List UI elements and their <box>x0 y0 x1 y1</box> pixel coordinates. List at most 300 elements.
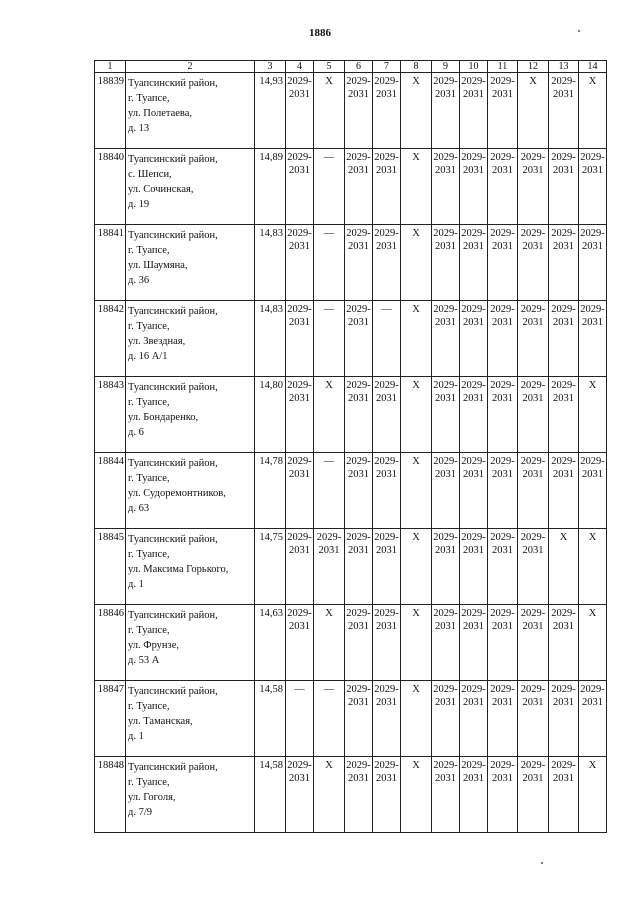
period-value: X <box>588 532 597 543</box>
period-cell <box>373 529 401 605</box>
area-value: 14,83 <box>259 228 283 239</box>
period-value: 2029- 2031 <box>433 760 458 784</box>
address-line: Туапсинский район, <box>128 610 218 621</box>
period-value: 2029- 2031 <box>520 304 546 328</box>
period-value: 2029- 2031 <box>490 608 515 632</box>
address-line: г. Туапсе, <box>128 321 170 332</box>
period-value: 2029- 2031 <box>580 152 605 176</box>
period-value: 2029- 2031 <box>433 456 458 480</box>
period-value: 2029- 2031 <box>287 304 312 328</box>
row-number: 18847 <box>97 684 124 695</box>
period-cell <box>314 605 345 681</box>
period-value: 2029- 2031 <box>520 532 546 556</box>
period-value: 2029- 2031 <box>551 228 576 252</box>
period-value: 2029- 2031 <box>490 760 515 784</box>
period-cell <box>286 453 314 529</box>
row-number: 18841 <box>97 228 124 239</box>
period-cell <box>314 149 345 225</box>
table-row <box>95 225 607 301</box>
row-number-cell <box>95 301 126 377</box>
period-value: 2029- 2031 <box>580 228 605 252</box>
area-cell <box>255 681 286 757</box>
period-value: — <box>323 304 335 315</box>
address-cell <box>126 149 255 225</box>
address-line: г. Туапсе, <box>128 625 170 636</box>
row-number-cell <box>95 529 126 605</box>
table-body <box>95 73 607 833</box>
period-cell <box>518 529 549 605</box>
period-value: 2029- 2031 <box>287 760 312 784</box>
period-cell <box>432 605 460 681</box>
period-cell <box>518 757 549 833</box>
page-number: 1886 <box>309 27 331 39</box>
area-cell <box>255 225 286 301</box>
table-row <box>95 73 607 149</box>
period-cell <box>373 377 401 453</box>
address-line: ул. Бондаренко, <box>128 412 199 423</box>
column-header: 6 <box>345 61 373 73</box>
address-line: д. 7/9 <box>128 807 153 818</box>
period-cell <box>488 73 518 149</box>
period-value: X <box>412 152 420 163</box>
address-cell <box>126 681 255 757</box>
period-value: 2029- 2031 <box>346 684 371 708</box>
period-cell <box>345 149 373 225</box>
address-cell <box>126 605 255 681</box>
period-cell <box>286 301 314 377</box>
period-cell <box>460 681 488 757</box>
period-cell <box>579 453 607 529</box>
period-value: 2029- 2031 <box>346 760 371 784</box>
address-line: Туапсинский район, <box>128 382 218 393</box>
period-value: 2029- 2031 <box>433 76 458 100</box>
period-value: 2029- 2031 <box>287 608 312 632</box>
row-number: 18846 <box>97 608 124 619</box>
period-value: 2029- 2031 <box>346 456 371 480</box>
period-value: X <box>412 76 420 87</box>
area-value: 14,83 <box>259 304 283 315</box>
row-number-cell <box>95 377 126 453</box>
address-line: ул. Шаумяна, <box>128 260 188 271</box>
period-value: 2029- 2031 <box>551 380 576 404</box>
period-value: 2029- 2031 <box>461 608 486 632</box>
period-value: 2029- 2031 <box>490 76 515 100</box>
period-value: 2029- 2031 <box>346 152 371 176</box>
area-value: 14,75 <box>259 532 283 543</box>
period-cell <box>432 301 460 377</box>
address-line: г. Туапсе, <box>128 397 170 408</box>
address-cell <box>126 529 255 605</box>
address-line: ул. Максима Горького, <box>128 564 229 575</box>
period-cell <box>345 681 373 757</box>
period-cell <box>460 529 488 605</box>
row-number: 18842 <box>97 304 124 315</box>
period-value: X <box>412 532 420 543</box>
address-line: Туапсинский район, <box>128 306 218 317</box>
period-value: 2029- 2031 <box>287 228 312 252</box>
period-value: X <box>325 760 333 771</box>
row-number-cell <box>95 149 126 225</box>
column-header: 4 <box>286 61 314 73</box>
period-cell <box>373 681 401 757</box>
address-line: ул. Сочинская, <box>128 184 194 195</box>
address-line: г. Туапсе, <box>128 777 170 788</box>
period-cell <box>579 605 607 681</box>
period-cell <box>549 301 579 377</box>
period-cell <box>345 377 373 453</box>
period-cell <box>460 757 488 833</box>
period-cell <box>460 377 488 453</box>
period-value: — <box>323 684 335 695</box>
period-cell <box>549 453 579 529</box>
area-value: 14,89 <box>259 152 283 163</box>
address-cell <box>126 757 255 833</box>
period-cell <box>549 681 579 757</box>
period-cell <box>286 73 314 149</box>
period-value: 2029- 2031 <box>461 76 486 100</box>
period-cell <box>488 681 518 757</box>
period-cell <box>401 529 432 605</box>
period-value: 2029- 2031 <box>346 76 371 100</box>
period-value: 2029- 2031 <box>287 456 312 480</box>
period-value: 2029- 2031 <box>374 228 399 252</box>
period-value: 2029- 2031 <box>461 456 486 480</box>
period-value: 2029- 2031 <box>580 304 605 328</box>
period-cell <box>314 301 345 377</box>
address-line: Туапсинский район, <box>128 762 218 773</box>
period-value: 2029- 2031 <box>580 684 605 708</box>
period-cell <box>488 149 518 225</box>
area-cell <box>255 377 286 453</box>
row-number: 18840 <box>97 152 124 163</box>
column-header: 10 <box>460 61 488 73</box>
period-cell <box>345 757 373 833</box>
column-number-row <box>95 61 607 73</box>
period-value: 2029- 2031 <box>316 532 342 556</box>
address-line: ул. Фрунзе, <box>128 640 179 651</box>
period-cell <box>432 149 460 225</box>
area-value: 14,58 <box>259 684 283 695</box>
table-row <box>95 529 607 605</box>
table-row <box>95 453 607 529</box>
column-header: 11 <box>488 61 518 73</box>
address-line: Туапсинский район, <box>128 230 218 241</box>
period-value: 2029- 2031 <box>490 228 515 252</box>
period-cell <box>314 73 345 149</box>
period-value: X <box>588 760 597 771</box>
table-row <box>95 301 607 377</box>
area-value: 14,58 <box>259 760 283 771</box>
period-cell <box>286 757 314 833</box>
period-value: 2029- 2031 <box>374 684 399 708</box>
period-value: — <box>323 228 335 239</box>
period-value: 2029- 2031 <box>520 760 546 784</box>
period-cell <box>432 377 460 453</box>
period-value: 2029- 2031 <box>374 152 399 176</box>
period-cell <box>518 73 549 149</box>
period-cell <box>314 225 345 301</box>
row-number-cell <box>95 73 126 149</box>
period-cell <box>488 453 518 529</box>
address-line: Туапсинский район, <box>128 534 218 545</box>
address-line: д. 63 <box>128 503 150 514</box>
period-cell <box>579 225 607 301</box>
period-value: X <box>325 608 333 619</box>
address-line: с. Шепси, <box>128 169 172 180</box>
column-header: 9 <box>432 61 460 73</box>
period-value: 2029- 2031 <box>461 228 486 252</box>
period-value: 2029- 2031 <box>433 152 458 176</box>
row-number: 18844 <box>97 456 124 467</box>
period-value: X <box>559 532 568 543</box>
period-value: — <box>323 152 335 163</box>
period-value: X <box>412 684 420 695</box>
period-value: 2029- 2031 <box>490 684 515 708</box>
period-cell <box>373 149 401 225</box>
period-value: 2029- 2031 <box>433 532 458 556</box>
table-row <box>95 757 607 833</box>
row-number: 18845 <box>97 532 124 543</box>
period-cell <box>345 225 373 301</box>
period-cell <box>401 453 432 529</box>
area-cell <box>255 149 286 225</box>
period-value: 2029- 2031 <box>374 760 399 784</box>
period-cell <box>314 377 345 453</box>
period-value: — <box>323 456 335 467</box>
period-value: X <box>412 304 420 315</box>
period-value: 2029- 2031 <box>433 304 458 328</box>
period-value: 2029- 2031 <box>490 152 515 176</box>
period-cell <box>549 529 579 605</box>
address-line: д. 6 <box>128 427 144 438</box>
row-number: 18848 <box>97 760 124 771</box>
address-line: ул. Таманская, <box>128 716 193 727</box>
area-value: 14,93 <box>259 76 283 87</box>
period-value: 2029- 2031 <box>520 684 546 708</box>
period-cell <box>488 605 518 681</box>
period-cell <box>373 301 401 377</box>
period-cell <box>345 605 373 681</box>
row-number-cell <box>95 757 126 833</box>
period-value: 2029- 2031 <box>374 456 399 480</box>
period-cell <box>432 529 460 605</box>
period-value: X <box>412 456 420 467</box>
table-row <box>95 149 607 225</box>
period-value: 2029- 2031 <box>551 760 576 784</box>
address-cell <box>126 377 255 453</box>
period-cell <box>345 301 373 377</box>
address-cell <box>126 453 255 529</box>
period-value: — <box>381 304 392 315</box>
scan-speck <box>578 30 580 32</box>
period-value: X <box>588 608 597 619</box>
period-value: 2029- 2031 <box>520 456 546 480</box>
period-cell <box>345 73 373 149</box>
period-cell <box>549 377 579 453</box>
period-cell <box>488 377 518 453</box>
area-value: 14,78 <box>259 456 283 467</box>
column-header: 7 <box>373 61 401 73</box>
period-cell <box>401 377 432 453</box>
period-cell <box>518 605 549 681</box>
period-cell <box>373 225 401 301</box>
period-cell <box>314 453 345 529</box>
period-cell <box>549 73 579 149</box>
period-cell <box>579 301 607 377</box>
address-line: Туапсинский район, <box>128 154 218 165</box>
address-line: д. 1 <box>128 579 144 590</box>
period-cell <box>518 453 549 529</box>
address-line: д. 1 <box>128 731 144 742</box>
period-value: 2029- 2031 <box>346 608 371 632</box>
period-value: X <box>412 380 420 391</box>
address-line: ул. Гоголя, <box>128 792 176 803</box>
address-line: г. Туапсе, <box>128 473 170 484</box>
period-value: 2029- 2031 <box>374 76 399 100</box>
period-cell <box>579 149 607 225</box>
period-cell <box>373 757 401 833</box>
period-value: X <box>412 228 420 239</box>
period-cell <box>286 681 314 757</box>
address-line: г. Туапсе, <box>128 93 170 104</box>
period-cell <box>432 73 460 149</box>
address-line: д. 16 А/1 <box>128 351 168 362</box>
period-value: 2029- 2031 <box>490 304 515 328</box>
period-value: 2029- 2031 <box>287 76 312 100</box>
register-table <box>94 60 607 833</box>
period-value: 2029- 2031 <box>551 684 576 708</box>
period-value: 2029- 2031 <box>346 228 371 252</box>
period-cell <box>345 529 373 605</box>
address-line: г. Туапсе, <box>128 701 170 712</box>
period-value: X <box>588 380 597 391</box>
column-header: 5 <box>314 61 345 73</box>
address-line: д. 36 <box>128 275 150 286</box>
period-value: 2029- 2031 <box>490 532 515 556</box>
period-value: 2029- 2031 <box>433 228 458 252</box>
area-cell <box>255 453 286 529</box>
column-header: 12 <box>518 61 549 73</box>
period-value: 2029- 2031 <box>287 152 312 176</box>
table-row <box>95 377 607 453</box>
period-value: 2029- 2031 <box>461 684 486 708</box>
period-cell <box>401 605 432 681</box>
period-cell <box>373 453 401 529</box>
address-line: ул. Судоремонтников, <box>128 488 226 499</box>
period-value: 2029- 2031 <box>551 608 576 632</box>
row-number-cell <box>95 681 126 757</box>
period-value: 2029- 2031 <box>551 152 576 176</box>
period-value: 2029- 2031 <box>346 380 371 404</box>
period-value: 2029- 2031 <box>433 684 458 708</box>
address-line: д. 13 <box>128 123 150 134</box>
period-cell <box>373 73 401 149</box>
area-value: 14,63 <box>259 608 283 619</box>
address-line: г. Туапсе, <box>128 549 170 560</box>
address-cell <box>126 73 255 149</box>
period-value: 2029- 2031 <box>520 380 546 404</box>
period-cell <box>518 681 549 757</box>
period-value: — <box>294 684 305 695</box>
column-header: 3 <box>255 61 286 73</box>
period-cell <box>314 529 345 605</box>
period-value: 2029- 2031 <box>346 304 371 328</box>
period-value: 2029- 2031 <box>520 152 546 176</box>
period-cell <box>460 605 488 681</box>
period-cell <box>432 453 460 529</box>
area-cell <box>255 605 286 681</box>
period-cell <box>579 73 607 149</box>
period-cell <box>401 301 432 377</box>
period-value: 2029- 2031 <box>551 76 576 100</box>
period-cell <box>518 225 549 301</box>
address-cell <box>126 225 255 301</box>
period-cell <box>579 757 607 833</box>
address-line: Туапсинский район, <box>128 78 218 89</box>
period-cell <box>579 377 607 453</box>
table-header <box>95 61 607 73</box>
period-value: 2029- 2031 <box>520 608 546 632</box>
period-value: 2029- 2031 <box>433 380 458 404</box>
period-cell <box>460 301 488 377</box>
period-cell <box>286 529 314 605</box>
period-value: 2029- 2031 <box>461 152 486 176</box>
period-cell <box>314 757 345 833</box>
table-row <box>95 605 607 681</box>
period-cell <box>401 681 432 757</box>
area-cell <box>255 301 286 377</box>
row-number-cell <box>95 605 126 681</box>
table-row <box>95 681 607 757</box>
period-value: X <box>325 76 333 87</box>
row-number-cell <box>95 225 126 301</box>
period-value: X <box>412 760 420 771</box>
period-cell <box>314 681 345 757</box>
period-value: 2029- 2031 <box>520 228 546 252</box>
period-cell <box>401 225 432 301</box>
column-header: 8 <box>401 61 432 73</box>
period-cell <box>488 757 518 833</box>
period-cell <box>401 73 432 149</box>
period-cell <box>401 149 432 225</box>
period-cell <box>401 757 432 833</box>
period-value: X <box>588 76 597 87</box>
period-value: 2029- 2031 <box>461 380 486 404</box>
period-cell <box>488 301 518 377</box>
period-value: 2029- 2031 <box>287 532 312 556</box>
period-cell <box>549 225 579 301</box>
row-number: 18839 <box>97 76 124 87</box>
address-line: ул. Звездная, <box>128 336 186 347</box>
row-number-cell <box>95 453 126 529</box>
period-cell <box>286 149 314 225</box>
period-cell <box>345 453 373 529</box>
area-cell <box>255 757 286 833</box>
period-cell <box>518 149 549 225</box>
column-header: 1 <box>95 61 126 73</box>
address-cell <box>126 301 255 377</box>
period-value: X <box>325 380 333 391</box>
period-cell <box>488 225 518 301</box>
period-cell <box>286 225 314 301</box>
address-line: Туапсинский район, <box>128 686 218 697</box>
column-header: 13 <box>549 61 579 73</box>
period-value: 2029- 2031 <box>461 532 486 556</box>
period-cell <box>460 225 488 301</box>
period-value: 2029- 2031 <box>433 608 458 632</box>
scan-speck <box>541 862 543 864</box>
period-cell <box>432 681 460 757</box>
